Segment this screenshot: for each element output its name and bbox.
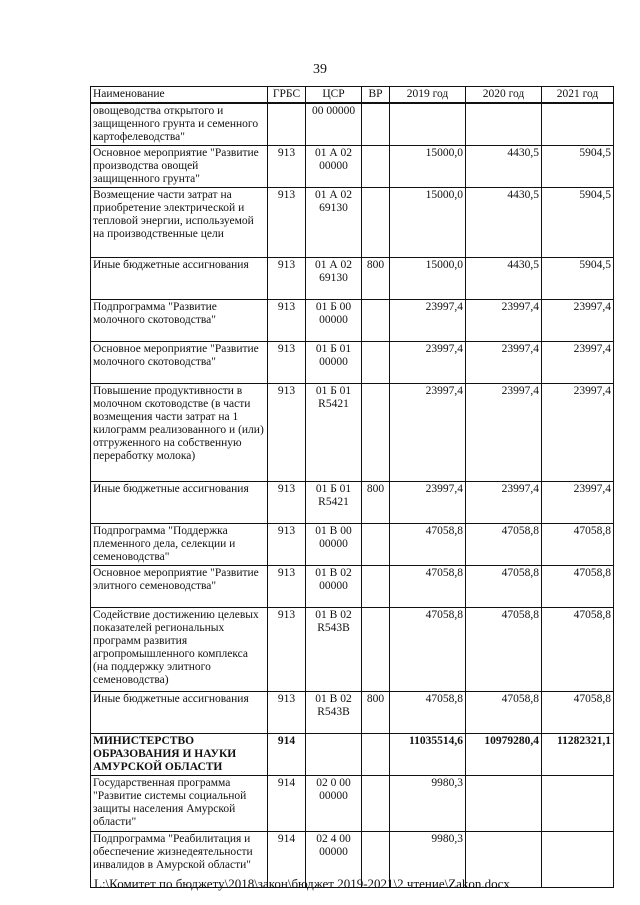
cell-grbs: 914 <box>268 734 306 776</box>
cell-2021: 47058,8 <box>542 608 614 692</box>
cell-csr: 02 0 00 00000 <box>306 776 362 832</box>
header-vr: ВР <box>362 87 390 104</box>
cell-2021: 23997,4 <box>542 300 614 342</box>
table-header-row <box>91 87 614 104</box>
cell-2021 <box>542 832 614 888</box>
table-row <box>91 300 614 342</box>
cell-name: Иные бюджетные ассигнования <box>91 482 268 524</box>
cell-2020: 47058,8 <box>466 566 542 608</box>
cell-csr: 01 А 02 00000 <box>306 146 362 188</box>
cell-vr <box>362 103 390 146</box>
cell-2021: 47058,8 <box>542 566 614 608</box>
cell-csr: 01 Б 01 R5421 <box>306 482 362 524</box>
cell-2021: 47058,8 <box>542 692 614 734</box>
cell-vr <box>362 566 390 608</box>
table-body <box>91 103 614 888</box>
cell-2021: 5904,5 <box>542 188 614 258</box>
cell-2021: 5904,5 <box>542 146 614 188</box>
table-row <box>91 103 614 146</box>
cell-name: Основное мероприятие "Развитие молочного скотоводства" <box>91 342 268 384</box>
cell-2020: 47058,8 <box>466 524 542 566</box>
cell-2021: 5904,5 <box>542 258 614 300</box>
budget-table <box>90 86 614 888</box>
cell-name: Возмещение части затрат на приобретение электрической и тепловой энергии, используемой на производственные цели <box>91 188 268 258</box>
cell-2019: 23997,4 <box>390 384 466 482</box>
cell-vr <box>362 342 390 384</box>
cell-vr: 800 <box>362 258 390 300</box>
cell-vr <box>362 776 390 832</box>
cell-name: Иные бюджетные ассигнования <box>91 692 268 734</box>
cell-2019: 47058,8 <box>390 566 466 608</box>
cell-vr <box>362 146 390 188</box>
cell-2020 <box>466 776 542 832</box>
cell-name: Содействие достижению целевых показателей региональных программ развития агропромышленного комплекса (на поддержку элитного семеноводства) <box>91 608 268 692</box>
cell-grbs: 913 <box>268 566 306 608</box>
cell-2020: 23997,4 <box>466 342 542 384</box>
cell-vr: 800 <box>362 482 390 524</box>
cell-grbs: 914 <box>268 776 306 832</box>
cell-vr <box>362 608 390 692</box>
cell-2020: 4430,5 <box>466 188 542 258</box>
page-number: 39 <box>313 62 327 77</box>
table-row <box>91 776 614 832</box>
cell-2019: 47058,8 <box>390 608 466 692</box>
header-name: Наименование <box>91 87 268 104</box>
cell-2020: 23997,4 <box>466 300 542 342</box>
cell-grbs: 913 <box>268 482 306 524</box>
cell-name: Основное мероприятие "Развитие производства овощей защищенного грунта" <box>91 146 268 188</box>
cell-name: МИНИСТЕРСТВО ОБРАЗОВАНИЯ И НАУКИ АМУРСКОЙ ОБЛАСТИ <box>91 734 268 776</box>
cell-grbs: 913 <box>268 146 306 188</box>
header-grbs: ГРБС <box>268 87 306 104</box>
table-row <box>91 692 614 734</box>
cell-2019: 9980,3 <box>390 832 466 888</box>
cell-name: Основное мероприятие "Развитие элитного семеноводства" <box>91 566 268 608</box>
cell-grbs: 913 <box>268 692 306 734</box>
cell-csr: 01 Б 00 00000 <box>306 300 362 342</box>
cell-2021: 23997,4 <box>542 384 614 482</box>
cell-2019: 47058,8 <box>390 524 466 566</box>
table-row <box>91 524 614 566</box>
cell-name: Государственная программа "Развитие системы социальной защиты населения Амурской области" <box>91 776 268 832</box>
cell-2019: 23997,4 <box>390 482 466 524</box>
cell-2021: 23997,4 <box>542 342 614 384</box>
cell-name: Подпрограмма "Поддержка племенного дела, селекции и семеноводства" <box>91 524 268 566</box>
cell-csr: 01 В 00 00000 <box>306 524 362 566</box>
cell-name: Повышение продуктивности в молочном скотоводстве (в части возмещения части затрат на 1 килограмм реализованного и (или) отгруженного на собственную переработку молока) <box>91 384 268 482</box>
cell-2019: 9980,3 <box>390 776 466 832</box>
cell-csr <box>306 734 362 776</box>
cell-grbs: 913 <box>268 300 306 342</box>
cell-2020: 4430,5 <box>466 258 542 300</box>
cell-2019: 15000,0 <box>390 146 466 188</box>
cell-vr <box>362 524 390 566</box>
cell-csr: 02 4 00 00000 <box>306 832 362 888</box>
cell-2019: 15000,0 <box>390 258 466 300</box>
cell-2019: 11035514,6 <box>390 734 466 776</box>
cell-2019 <box>390 103 466 146</box>
cell-2020: 4430,5 <box>466 146 542 188</box>
cell-2021: 47058,8 <box>542 524 614 566</box>
cell-name: Подпрограмма "Реабилитация и обеспечение жизнедеятельности инвалидов в Амурской области" <box>91 832 268 888</box>
cell-2020: 47058,8 <box>466 608 542 692</box>
cell-grbs: 913 <box>268 608 306 692</box>
table-row <box>91 188 614 258</box>
cell-grbs: 913 <box>268 188 306 258</box>
cell-2020: 23997,4 <box>466 482 542 524</box>
table-row <box>91 146 614 188</box>
cell-csr: 01 Б 01 00000 <box>306 342 362 384</box>
header-2021: 2021 год <box>542 87 614 104</box>
cell-csr: 01 В 02 R543В <box>306 692 362 734</box>
table-row <box>91 608 614 692</box>
cell-2021 <box>542 103 614 146</box>
cell-name: Подпрограмма "Развитие молочного скотоводства" <box>91 300 268 342</box>
cell-csr: 01 В 02 R543В <box>306 608 362 692</box>
cell-vr <box>362 188 390 258</box>
cell-2021: 23997,4 <box>542 482 614 524</box>
cell-grbs: 914 <box>268 832 306 888</box>
cell-grbs: 913 <box>268 258 306 300</box>
cell-grbs: 913 <box>268 524 306 566</box>
cell-vr <box>362 734 390 776</box>
cell-vr <box>362 300 390 342</box>
cell-name: Иные бюджетные ассигнования <box>91 258 268 300</box>
cell-2021: 11282321,1 <box>542 734 614 776</box>
header-2020: 2020 год <box>466 87 542 104</box>
cell-grbs <box>268 103 306 146</box>
header-csr: ЦСР <box>306 87 362 104</box>
cell-csr: 01 В 02 00000 <box>306 566 362 608</box>
table-row <box>91 342 614 384</box>
cell-2019: 15000,0 <box>390 188 466 258</box>
cell-2020: 23997,4 <box>466 384 542 482</box>
cell-2019: 23997,4 <box>390 300 466 342</box>
footer-file-path: L:\Комитет по бюджету\2018\закон\бюджет 2019-2021\2 чтение\Zakon.docx <box>94 876 510 891</box>
header-2019: 2019 год <box>390 87 466 104</box>
table-row <box>91 258 614 300</box>
cell-grbs: 913 <box>268 342 306 384</box>
table-row <box>91 734 614 776</box>
cell-csr: 01 Б 01 R5421 <box>306 384 362 482</box>
cell-csr: 00 00000 <box>306 103 362 146</box>
cell-vr <box>362 384 390 482</box>
cell-2021 <box>542 776 614 832</box>
cell-2020 <box>466 103 542 146</box>
cell-csr: 01 А 02 69130 <box>306 258 362 300</box>
table-row <box>91 566 614 608</box>
cell-2019: 47058,8 <box>390 692 466 734</box>
table-row <box>91 482 614 524</box>
cell-vr: 800 <box>362 692 390 734</box>
cell-csr: 01 А 02 69130 <box>306 188 362 258</box>
cell-name: овощеводства открытого и защищенного грунта и семенного картофелеводства" <box>91 103 268 146</box>
cell-2020: 47058,8 <box>466 692 542 734</box>
cell-2019: 23997,4 <box>390 342 466 384</box>
table-row <box>91 384 614 482</box>
cell-grbs: 913 <box>268 384 306 482</box>
cell-2020: 10979280,4 <box>466 734 542 776</box>
